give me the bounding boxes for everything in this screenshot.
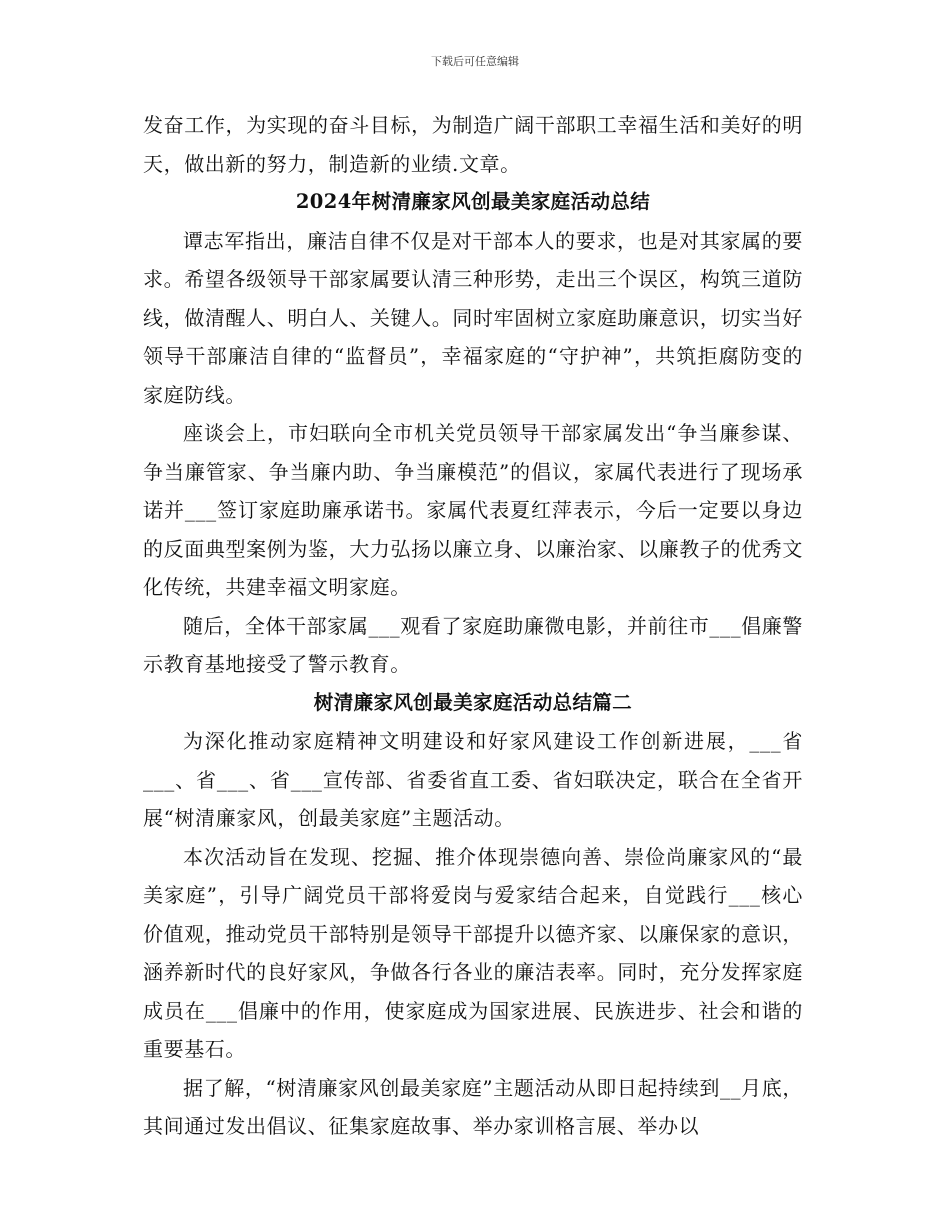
paragraph-3: 随后，全体干部家属___观看了家庭助廉微电影，并前往市___倡廉警示教育基地接受了警示教育。 [143,613,803,676]
document-body [143,106,803,1146]
paragraph-intro: 发奋工作，为实现的奋斗目标，为制造广阔干部职工幸福生活和美好的明天，做出新的努力，制造新的业绩.文章。 [143,113,803,176]
section-title-2: 树清廉家风创最美家庭活动总结篇二 [313,690,633,714]
page-header-note: 下载后可任意编辑 [431,55,519,68]
section-title-1: 2024年树清廉家风创最美家庭活动总结 [295,190,651,213]
paragraph-5: 本次活动旨在发现、挖掘、推介体现崇德向善、崇俭尚廉家风的“最美家庭”，引导广阔党员干部将爱岗与爱家结合起来，自觉践行___核心价值观，推动党员干部特别是领导干部提升以德齐家、以廉保家的意识，涵养新时代的良好家风，争做各行各业的廉洁表率。同时，充分发挥家庭成员在___倡廉中的作用，使家庭成为国家进展、民族进步、社会和谐的重要基石。 [143,844,803,1061]
paragraph-2: 座谈会上，市妇联向全市机关党员领导干部家属发出“争当廉参谋、争当廉管家、争当廉内助、争当廉模范”的倡议，家属代表进行了现场承诺并___签订家庭助廉承诺书。家属代表夏红萍表示，今后一定要以身边的反面典型案例为鉴，大力弘扬以廉立身、以廉治家、以廉教子的优秀文化传统，共建幸福文明家庭。 [143,421,803,599]
paragraph-6: 据了解，“树清廉家风创最美家庭”主题活动从即日起持续到__月底，其间通过发出倡议、征集家庭故事、举办家训格言展、举办以 [143,1075,803,1138]
paragraph-1: 谭志军指出，廉洁自律不仅是对干部本人的要求，也是对其家属的要求。希望各级领导干部家属要认清三种形势，走出三个误区，构筑三道防线，做清醒人、明白人、关键人。同时牢固树立家庭助廉意识，切实当好领导干部廉洁自律的“监督员”，幸福家庭的“守护神”，共筑拒腐防变的家庭防线。 [143,228,803,407]
paragraph-4: 为深化推动家庭精神文明建设和好家风建设工作创新进展，___省___、省___、省___宣传部、省委省直工委、省妇联决定，联合在全省开展“树清廉家风，创最美家庭”主题活动。 [143,729,803,830]
